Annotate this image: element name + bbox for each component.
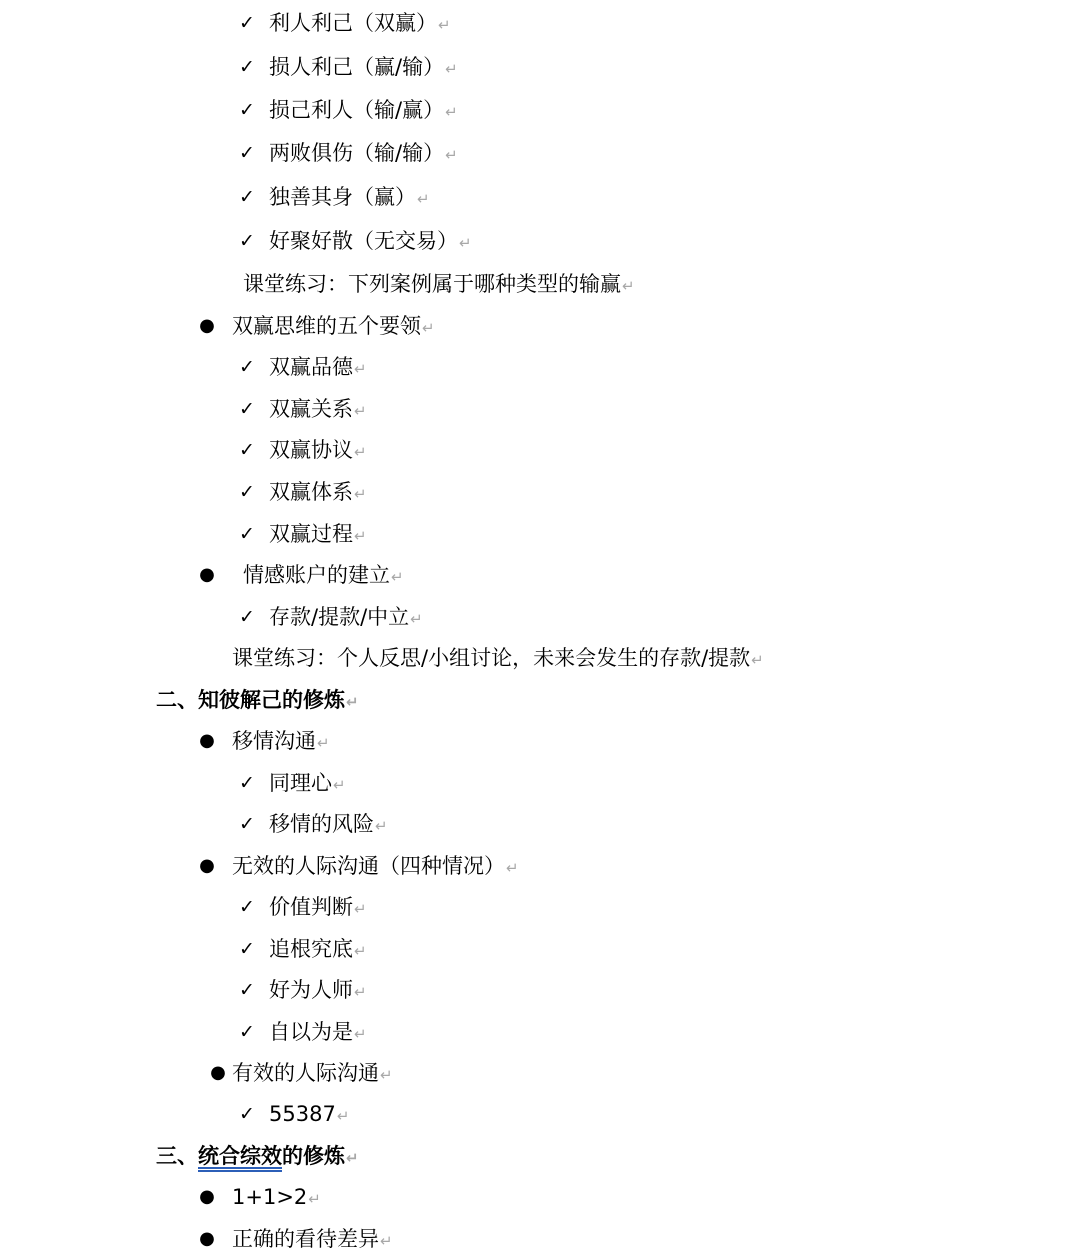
paragraph-mark-icon: ↵ <box>380 1066 393 1084</box>
check-icon: ✓ <box>239 1103 255 1125</box>
bullet-text: 双赢思维的五个要领 <box>232 314 421 338</box>
list-item-text: 独善其身（赢） <box>269 185 416 209</box>
list-item-text: 双赢品德 <box>269 355 353 379</box>
paragraph-mark-icon: ↵ <box>391 568 404 586</box>
check-icon: ✓ <box>239 772 255 794</box>
paragraph-mark-icon: ↵ <box>308 1190 321 1208</box>
list-item-text: 同理心 <box>269 771 332 795</box>
list-item-text: 两败俱伤（输/输） <box>269 141 445 165</box>
section-title-suffix: 的修炼 <box>282 1144 345 1168</box>
bullet-icon: ● <box>210 1062 226 1083</box>
check-icon: ✓ <box>239 938 255 960</box>
list-item-text: 移情的风险 <box>269 812 374 836</box>
paragraph-mark-icon: ↵ <box>751 651 764 669</box>
bullet-icon: ● <box>199 564 215 585</box>
paragraph-mark-icon: ↵ <box>354 942 367 960</box>
check-icon: ✓ <box>239 398 255 420</box>
list-item-text: 双赢关系 <box>269 397 353 421</box>
paragraph-mark-icon: ↵ <box>354 527 367 545</box>
list-item-text: 自以为是 <box>269 1020 353 1044</box>
paragraph-mark-icon: ↵ <box>445 146 458 164</box>
check-icon: ✓ <box>239 356 255 378</box>
list-item-text: 损人利己（赢/输） <box>269 55 445 79</box>
bullet-icon: ● <box>199 1228 215 1249</box>
paragraph-mark-icon: ↵ <box>354 360 367 378</box>
list-item-text: 利人利己（双赢） <box>269 11 437 35</box>
bullet-icon: ● <box>199 1186 215 1207</box>
paragraph-mark-icon: ↵ <box>417 190 430 208</box>
paragraph-mark-icon: ↵ <box>622 277 635 295</box>
paragraph-mark-icon: ↵ <box>354 402 367 420</box>
paragraph-mark-icon: ↵ <box>333 776 346 794</box>
paragraph-mark-icon: ↵ <box>380 1232 393 1250</box>
paragraph-mark-icon: ↵ <box>346 693 359 711</box>
list-item-text: 损己利人（输/赢） <box>269 98 445 122</box>
paragraph-mark-icon: ↵ <box>459 234 472 252</box>
paragraph-mark-icon: ↵ <box>445 103 458 121</box>
list-item-text: 双赢过程 <box>269 522 353 546</box>
check-icon: ✓ <box>239 979 255 1001</box>
paragraph-mark-icon: ↵ <box>445 60 458 78</box>
check-icon: ✓ <box>239 481 255 503</box>
bullet-text: 无效的人际沟通（四种情况） <box>232 854 505 878</box>
list-item-text: 55387 <box>269 1102 336 1126</box>
check-icon: ✓ <box>239 230 255 252</box>
check-icon: ✓ <box>239 99 255 121</box>
list-item-text: 追根究底 <box>269 937 353 961</box>
paragraph-mark-icon: ↵ <box>375 817 388 835</box>
list-item-text: 存款/提款/中立 <box>269 605 410 629</box>
paragraph-mark-icon: ↵ <box>317 734 330 752</box>
list-item-text: 好为人师 <box>269 978 353 1002</box>
check-icon: ✓ <box>239 12 255 34</box>
section-title: 二、知彼解己的修炼 <box>156 688 345 712</box>
list-item-text: 双赢体系 <box>269 480 353 504</box>
paragraph-mark-icon: ↵ <box>422 319 435 337</box>
exercise-text: 课堂练习：下列案例属于哪种类型的输赢 <box>243 272 621 296</box>
paragraph-mark-icon: ↵ <box>506 859 519 877</box>
check-icon: ✓ <box>239 523 255 545</box>
bullet-icon: ● <box>199 730 215 751</box>
list-item-text: 价值判断 <box>269 895 353 919</box>
bullet-text: 有效的人际沟通 <box>232 1061 379 1085</box>
check-icon: ✓ <box>239 56 255 78</box>
check-icon: ✓ <box>239 439 255 461</box>
check-icon: ✓ <box>239 813 255 835</box>
section-title-prefix: 三、 <box>156 1144 198 1168</box>
paragraph-mark-icon: ↵ <box>438 16 451 34</box>
check-icon: ✓ <box>239 896 255 918</box>
paragraph-mark-icon: ↵ <box>336 1107 350 1125</box>
check-icon: ✓ <box>239 186 255 208</box>
bullet-text: 情感账户的建立 <box>243 563 390 587</box>
paragraph-mark-icon: ↵ <box>354 900 367 918</box>
paragraph-mark-icon: ↵ <box>354 485 367 503</box>
paragraph-mark-icon: ↵ <box>354 1025 367 1043</box>
check-icon: ✓ <box>239 142 255 164</box>
paragraph-mark-icon: ↵ <box>354 983 367 1001</box>
section-title-underlined: 统合综效 <box>198 1144 282 1168</box>
bullet-text: 正确的看待差异 <box>232 1227 379 1251</box>
check-icon: ✓ <box>239 1021 255 1043</box>
paragraph-mark-icon: ↵ <box>346 1149 359 1167</box>
paragraph-mark-icon: ↵ <box>354 443 367 461</box>
list-item-text: 好聚好散（无交易） <box>269 229 458 253</box>
bullet-text: 1+1>2 <box>232 1185 308 1209</box>
bullet-text: 移情沟通 <box>232 729 316 753</box>
bullet-icon: ● <box>199 315 215 336</box>
list-item-text: 双赢协议 <box>269 438 353 462</box>
exercise-text: 课堂练习：个人反思/小组讨论，未来会发生的存款/提款 <box>232 646 751 670</box>
check-icon: ✓ <box>239 606 255 628</box>
paragraph-mark-icon: ↵ <box>410 610 423 628</box>
bullet-icon: ● <box>199 855 215 876</box>
